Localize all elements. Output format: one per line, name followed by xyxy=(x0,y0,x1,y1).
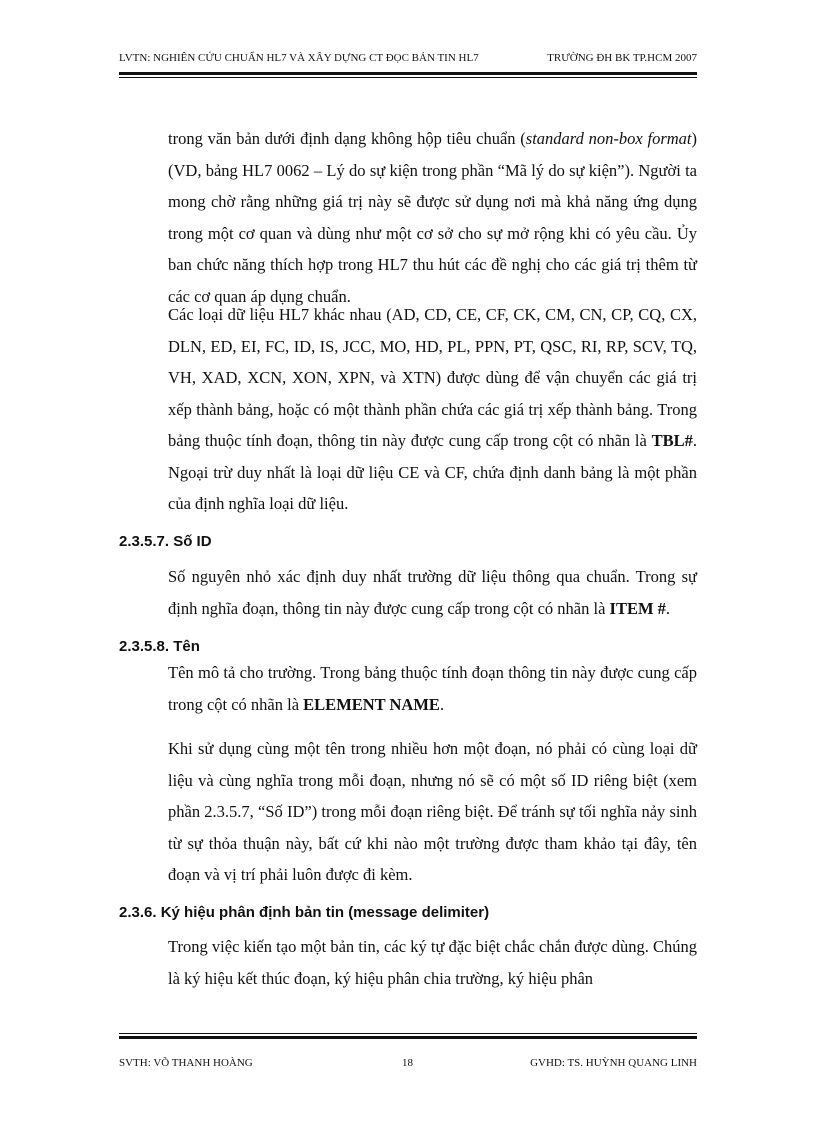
paragraph-text: trong văn bản dưới định dạng không hộp tiêu chuẩn ( xyxy=(168,129,526,148)
heading-2357: 2.3.5.7. Số ID xyxy=(119,533,212,550)
paragraph-id-number xyxy=(168,561,697,624)
paragraph-same-name: Khi sử dụng cùng một tên trong nhiều hơn một đoạn, nó phải có cùng loại dữ liệu và cùng nghĩa trong mỗi đoạn, nhưng nó sẽ có một số ID riêng biệt (xem phần 2.3.5.7, “Số ID”) trong mỗi đoạn riêng biệt. Để tránh sự tối nghĩa nảy sinh từ sự thỏa thuận này, bất cứ khi nào một trường được tham khảo tại đây, tên đoạn và vị trí phải luôn được đi kèm. xyxy=(168,739,697,884)
bold-term: ITEM # xyxy=(609,598,666,618)
heading-236: 2.3.6. Ký hiệu phân định bản tin (message delimiter) xyxy=(119,904,490,921)
paragraph-name xyxy=(168,657,697,720)
header-school: TRƯỜNG ĐH BK TP.HCM 2007 xyxy=(547,52,697,64)
bold-term: TBL# xyxy=(651,431,693,450)
paragraph-text: ) (VD, bảng HL7 0062 – Lý do sự kiện trong phần “Mã lý do sự kiện”). Người ta mong chờ rằng những giá trị này sẽ được sử dụng nơi mà khả năng ứng dụng trong một cơ quan và dùng như một cơ sở cho sự mở rộng khi có yêu cầu. Ủy ban chức năng thích hợp trong HL7 thu hút các đề nghị cho các giá trị thêm từ các cơ quan áp dụng chuẩn. xyxy=(168,129,697,306)
paragraph-standard-non-box xyxy=(168,123,697,312)
paragraph-data-types xyxy=(168,299,697,520)
paragraph-text: . xyxy=(665,598,671,618)
page-number: 18 xyxy=(402,1057,413,1069)
header-title: LVTN: NGHIÊN CỨU CHUẨN HL7 VÀ XÂY DỰNG CT ĐỌC BẢN TIN HL7 xyxy=(119,52,479,64)
paragraph-text: . Ngoại trừ duy nhất là loại dữ liệu CE và CF, chứa định danh bảng là một phần của định nghĩa loại dữ liệu. xyxy=(168,431,697,513)
paragraph-text: Các loại dữ liệu HL7 khác nhau (AD, CD, CE, CF, CK, CM, CN, CP, CQ, CX, DLN, ED, EI, FC, ID, IS, JCC, MO, HD, PL, PPN, PT, QSC, RI, RP, SCV, TQ, VH, XAD, XCN, XON, XPN, và XTN) được dùng để vận chuyển các giá trị xếp thành bảng, hoặc có một thành phần chứa các giá trị xếp thành bảng. Trong bảng thuộc tính đoạn, thông tin này được cung cấp trong cột có nhãn là xyxy=(168,305,697,450)
paragraph-message-delimiter: Trong việc kiến tạo một bản tin, các ký tự đặc biệt chắc chắn được dùng. Chúng là ký hiệu kết thúc đoạn, ký hiệu phân chia trường, ký hiệu phân xyxy=(168,937,697,988)
page-header xyxy=(119,51,697,65)
header-rule-thin xyxy=(119,77,697,78)
paragraph-text: Tên mô tả cho trường. Trong bảng thuộc tính đoạn thông tin này được cung cấp trong cột có nhãn là xyxy=(168,663,697,714)
header-rule-thick xyxy=(119,72,697,75)
paragraph-text: Số nguyên nhỏ xác định duy nhất trường dữ liệu thông qua chuẩn. Trong sự định nghĩa đoạn, thông tin này được cung cấp trong cột có nhãn là xyxy=(168,567,697,618)
footer-rule-thick xyxy=(119,1036,697,1039)
footer-student: SVTH: VÕ THANH HOÀNG xyxy=(119,1057,253,1069)
footer-advisor: GVHD: TS. HUỲNH QUANG LINH xyxy=(530,1057,697,1069)
heading-2358: 2.3.5.8. Tên xyxy=(119,638,200,655)
footer-rule-thin xyxy=(119,1033,697,1034)
bold-term: ELEMENT NAME xyxy=(303,694,440,714)
italic-term: standard non-box format xyxy=(525,129,692,148)
paragraph-text: . xyxy=(439,694,445,714)
